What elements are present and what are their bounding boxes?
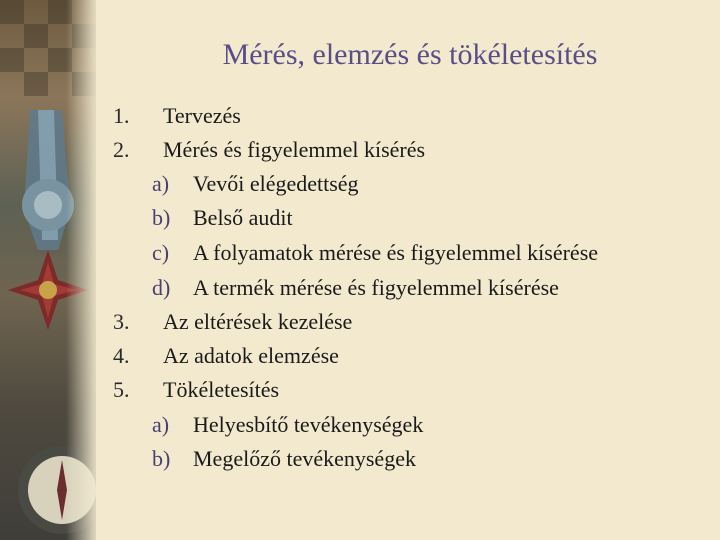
item-text: Tökéletesítés	[163, 377, 280, 402]
item-number: 3.	[113, 309, 130, 334]
item-number: 5.	[113, 377, 130, 402]
sub-item-letter: a)	[152, 412, 170, 437]
sub-item-letter: b)	[152, 446, 171, 471]
sub-item-text: Belső audit	[193, 205, 293, 230]
sub-item-letter: a)	[152, 171, 170, 196]
sub-item-text: A termék mérése és figyelemmel kísérése	[193, 275, 559, 300]
item-text: Az eltérések kezelése	[163, 309, 353, 334]
item-text: Tervezés	[163, 103, 241, 128]
item-number: 4.	[113, 343, 130, 368]
sub-item-letter: d)	[152, 275, 171, 300]
item-text: Mérés és figyelemmel kísérés	[163, 137, 426, 162]
sub-item-text: Vevői elégedettség	[193, 171, 359, 196]
slide-title: Mérés, elemzés és tökéletesítés	[222, 38, 598, 71]
sub-item-text: A folyamatok mérése és figyelemmel kísérése	[193, 240, 599, 265]
item-number: 1.	[113, 103, 130, 128]
sub-item-text: Megelőző tevékenységek	[193, 446, 416, 471]
item-text: Az adatok elemzése	[163, 343, 339, 368]
item-number: 2.	[113, 137, 130, 162]
sub-item-letter: c)	[152, 240, 170, 265]
sub-item-text: Helyesbítő tevékenységek	[193, 412, 424, 437]
sub-item-letter: b)	[152, 205, 171, 230]
